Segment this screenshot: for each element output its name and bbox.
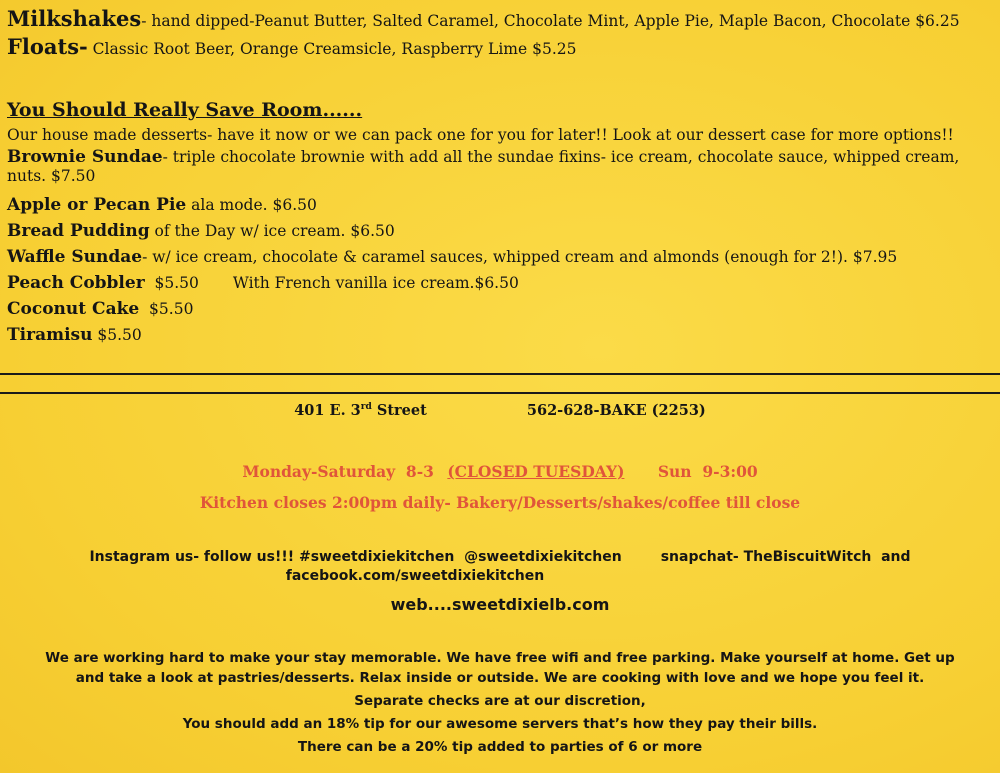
note-line-5: There can be a 20% tip added to parties of 6 or more	[297, 739, 703, 755]
waffle-sundae-name: Waffle Sundae	[7, 247, 143, 267]
milkshakes-line	[7, 6, 997, 34]
floats-name: Floats-	[7, 34, 88, 59]
coconut-cake-name: Coconut Cake	[7, 299, 140, 319]
note-line-4: You should add an 18% tip for our awesome servers that’s how they pay their bills.	[182, 716, 818, 732]
hours-days: Monday-Saturday 8-3	[242, 462, 434, 481]
phone-number: 562-628-BAKE (2253)	[526, 402, 706, 419]
note-line-3: Separate checks are at our discretion,	[354, 693, 646, 709]
pie-line	[7, 192, 997, 218]
address-suffix: rd	[360, 402, 372, 413]
tiramisu-desc: $5.50	[92, 326, 142, 344]
brownie-sundae-name: Brownie Sundae	[7, 147, 163, 167]
bread-pudding-desc: of the Day w/ ice cream. $6.50	[149, 222, 395, 240]
brownie-sundae-desc: - triple chocolate brownie with add all the sundae fixins- ice cream, chocolate sauce, whipped cream, nuts. $7.50	[7, 148, 960, 185]
social-line-1: Instagram us- follow us!!! #sweetdixiekitchen @sweetdixiekitchen snapchat- TheBiscuitWitch and	[89, 549, 911, 565]
social-block	[0, 548, 1000, 586]
waffle-sundae-desc: - w/ ice cream, chocolate & caramel sauces, whipped cream and almonds (enough for 2!). $7.95	[142, 248, 898, 266]
coconut-cake-line	[7, 296, 997, 322]
website: web....sweetdixielb.com	[390, 595, 610, 614]
peach-cobbler-name: Peach Cobbler	[7, 273, 145, 293]
address	[294, 402, 427, 419]
dessert-intro: Our house made desserts- have it now or we can pack one for you for later!! Look at our dessert case for more options!!	[7, 126, 954, 144]
house-notes	[0, 648, 1000, 757]
note-line-1: We are working hard to make your stay memorable. We have free wifi and free parking. Make yourself at home. Get up	[45, 650, 955, 666]
divider-top	[0, 373, 1000, 375]
hours-line	[0, 462, 1000, 481]
peach-cobbler-line	[7, 270, 997, 296]
floats-desc: Classic Root Beer, Orange Creamsicle, Raspberry Lime $5.25	[87, 40, 577, 58]
floats-line	[7, 34, 997, 62]
waffle-sundae-line	[7, 244, 997, 270]
contact-line	[0, 402, 1000, 419]
address-street: Street	[371, 402, 427, 419]
hours-closed: (CLOSED TUESDAY)	[447, 462, 625, 481]
tiramisu-name: Tiramisu	[7, 325, 93, 345]
brownie-sundae-line	[7, 148, 992, 186]
milkshakes-desc: - hand dipped-Peanut Butter, Salted Caramel, Chocolate Mint, Apple Pie, Maple Bacon, Chocolate $6.25	[141, 12, 960, 30]
pie-desc: ala mode. $6.50	[186, 196, 317, 214]
coconut-cake-desc: $5.50	[139, 300, 194, 318]
milkshakes-name: Milkshakes	[7, 6, 142, 31]
divider-bottom	[0, 392, 1000, 394]
pie-name: Apple or Pecan Pie	[7, 195, 187, 215]
peach-cobbler-desc: $5.50	[144, 274, 199, 292]
note-line-2: and take a look at pastries/desserts. Relax inside or outside. We are cooking with love and we hope you feel it.	[75, 670, 925, 686]
tiramisu-line	[7, 322, 997, 348]
menu-top-section	[7, 6, 997, 348]
kitchen-hours: Kitchen closes 2:00pm daily- Bakery/Desserts/shakes/coffee till close	[199, 493, 801, 512]
bread-pudding-name: Bread Pudding	[7, 221, 150, 241]
social-line-2: facebook.com/sweetdixiekitchen	[285, 568, 545, 584]
peach-cobbler-extra: With French vanilla ice cream.$6.50	[232, 274, 519, 292]
hours-sunday: Sun 9-3:00	[657, 462, 758, 481]
address-text: 401 E. 3	[294, 402, 361, 419]
bread-pudding-line	[7, 218, 997, 244]
dessert-heading: You Should Really Save Room......	[7, 99, 363, 121]
